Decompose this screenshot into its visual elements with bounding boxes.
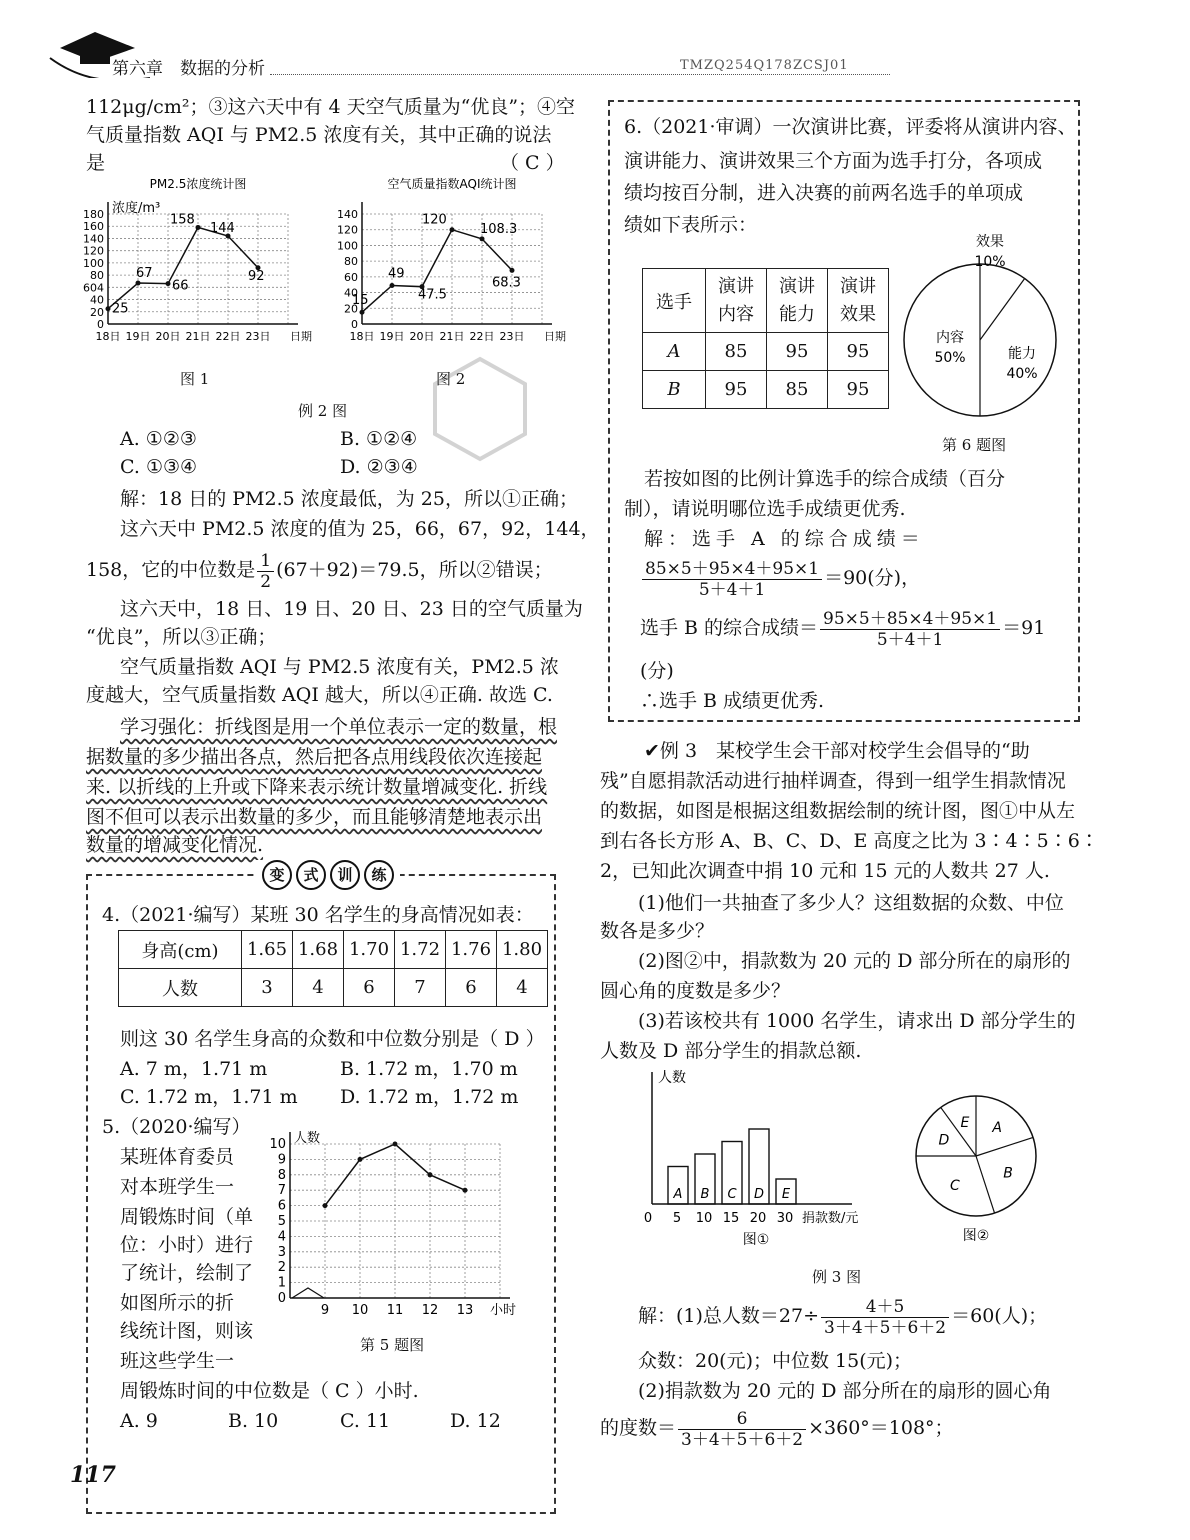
- ex3-solution: (2)捐款数为 20 元的 D 部分所在的扇形的圆心角: [638, 1380, 1052, 1402]
- x-tick-label: 21日: [439, 330, 465, 343]
- pm25-line-chart: [76, 176, 326, 386]
- q6-unit: (分): [640, 660, 674, 682]
- y-tick-label: 80: [90, 269, 104, 283]
- x-axis-label: 小时: [490, 1303, 517, 1318]
- table-cell: 6: [446, 969, 497, 1007]
- solution-line: 度越大，空气质量指数 AQI 越大，所以④正确. 故选 C.: [86, 684, 553, 706]
- x-tick-label: 22日: [469, 330, 495, 343]
- q5-caption: 第 5 题图: [360, 1336, 425, 1354]
- x-tick-label: 0: [643, 1211, 653, 1226]
- ex3-question: 数各是多少？: [600, 920, 715, 942]
- table-cell: 95: [828, 333, 889, 371]
- q5-option: C. 11: [340, 1410, 391, 1432]
- ex3-question: (1)他们一共抽查了多少人？这组数据的众数、中位: [638, 892, 1064, 914]
- ex3-question: (3)若该校共有 1000 名学生，请求出 D 部分学生的: [638, 1010, 1076, 1032]
- x-tick-label: 12: [421, 1303, 439, 1318]
- y-tick-label: 9: [277, 1152, 286, 1168]
- x-tick-label: 20: [749, 1211, 767, 1226]
- table-header: 身高(cm): [119, 931, 242, 969]
- x-tick-label: 18日: [349, 330, 375, 343]
- y-tick-label: 40: [90, 293, 104, 307]
- data-label: 47.5: [418, 287, 447, 303]
- x-axis-label: 日期: [544, 330, 566, 343]
- table-cell: 95: [706, 371, 767, 409]
- fraction: [642, 559, 822, 600]
- y-tick-label: 4: [277, 1229, 286, 1245]
- table-header: 演讲 能力: [767, 269, 828, 333]
- q6-solution: 解：选手 A 的综合成绩＝: [644, 528, 925, 550]
- axis-break: [292, 1288, 324, 1298]
- y-axis-label: 人数: [294, 1131, 321, 1146]
- ex3-line: 残”自愿捐款活动进行抽样调查，得到一组学生捐款情况: [600, 770, 1066, 792]
- data-point: [136, 281, 141, 286]
- fraction-numerator: 95×5＋85×4＋95×1: [820, 609, 1000, 630]
- x-tick-label: 10: [695, 1211, 713, 1226]
- solution-text: ×360°＝108°；: [808, 1417, 954, 1439]
- y-tick-label: 140: [337, 208, 358, 221]
- y-tick-label: 3: [277, 1244, 286, 1260]
- y-tick-label: 5: [277, 1214, 286, 1229]
- q6-line: 绩如下表所示：: [624, 214, 758, 236]
- x-tick-label: 20日: [409, 330, 435, 343]
- pie-value: 50%: [934, 350, 966, 366]
- data-point: [393, 1142, 398, 1147]
- chart-caption: 图②: [962, 1228, 990, 1244]
- pie-value: 10%: [974, 254, 1006, 270]
- table-header: 人数: [119, 969, 242, 1007]
- x-tick-label: 19日: [125, 330, 151, 343]
- data-label: 144: [210, 221, 235, 236]
- data-point: [360, 310, 365, 315]
- data-label: 108.3: [480, 221, 518, 237]
- y-axis-label: 浓度/m³: [112, 201, 161, 216]
- x-tick-label: 15: [722, 1211, 740, 1226]
- pie-label: C: [949, 1178, 960, 1195]
- fraction-numerator: 4＋5: [821, 1297, 949, 1318]
- bar-label: D: [753, 1187, 765, 1202]
- fraction-denominator: 3＋4＋5＋6＋2: [681, 1429, 804, 1450]
- pie-value: 40%: [1006, 366, 1038, 382]
- data-label: 67: [136, 266, 153, 282]
- table-cell: 1.65: [242, 931, 293, 969]
- solution-text: ＝60(人)；: [951, 1305, 1048, 1327]
- x-tick-label: 19日: [379, 330, 405, 343]
- y-tick-label: 7: [277, 1183, 286, 1199]
- q4-ask: 则这 30 名学生身高的众数和中位数分别是（ D ）: [120, 1028, 545, 1050]
- table-header: 演讲 效果: [828, 269, 889, 333]
- x-tick-label: 23日: [245, 330, 271, 343]
- x-tick-label: 22日: [215, 330, 241, 343]
- x-tick-label: 21日: [185, 330, 211, 343]
- ex3-line: ✔例 3 某校学生会干部对校学生会倡导的“助: [644, 740, 1030, 762]
- q5-option: B. 10: [228, 1410, 279, 1432]
- pie-slice: [976, 1156, 995, 1213]
- pie-slice: [980, 279, 1025, 340]
- option-b: B. ①②④: [340, 428, 418, 450]
- study-line: 数量的增减变化情况.: [86, 834, 264, 856]
- x-tick-label: 20日: [155, 330, 181, 343]
- q6-line: 绩均按百分制，进入决赛的前两名选手的单项成: [624, 182, 1024, 204]
- fraction-denominator: 5＋4＋1: [698, 579, 766, 600]
- y-tick-label: 8: [277, 1167, 286, 1183]
- x-tick-label: 5: [672, 1211, 682, 1226]
- x-tick-label: 11: [386, 1303, 404, 1318]
- q6-ask: 制），请说明哪位选手成绩更优秀.: [624, 498, 906, 520]
- solution-text: 158，它的中位数是: [86, 559, 256, 581]
- answer: （ C ）: [500, 152, 565, 174]
- q5-line: 班这些学生一: [120, 1350, 235, 1372]
- solution-text: (67＋92)＝79.5，所以②错误；: [276, 559, 553, 581]
- table-header: 演讲 内容: [706, 269, 767, 333]
- q6-formula-a: [640, 556, 920, 600]
- table-cell: 7: [395, 969, 446, 1007]
- y-tick-label: 604: [83, 281, 104, 295]
- pie-label: A: [992, 1119, 1002, 1136]
- height-table: [118, 930, 548, 1007]
- ex3-question: 人数及 D 部分学生的捐款总额.: [600, 1040, 862, 1062]
- pie-label: 效果: [976, 234, 1004, 250]
- page-number: 117: [70, 1462, 116, 1488]
- q4-option: A. 7 m，1.71 m: [120, 1058, 268, 1080]
- q4-option: C. 1.72 m，1.71 m: [120, 1086, 298, 1108]
- q5-line: 如图所示的折: [120, 1292, 235, 1314]
- data-point: [463, 1188, 468, 1193]
- q5-option: A. 9: [120, 1410, 158, 1432]
- y-tick-label: 120: [83, 244, 104, 258]
- study-line: 据数量的多少描出各点，然后把各点用线段依次连接起: [86, 746, 543, 768]
- table-cell: 4: [293, 969, 344, 1007]
- figure-caption: 例 2 图: [298, 402, 348, 420]
- q6-caption: 第 6 题图: [942, 436, 1007, 454]
- exercise-banner: [256, 860, 400, 890]
- y-tick-label: 100: [337, 239, 358, 253]
- formula-result: ＝90(分)，: [824, 567, 921, 589]
- bar-label: A: [673, 1187, 683, 1202]
- pie-label: D: [938, 1132, 950, 1149]
- ex3-question: (2)图②中，捐款数为 20 元的 D 部分所在的扇形的: [638, 950, 1071, 972]
- data-point: [196, 225, 201, 230]
- fraction: [678, 1409, 806, 1450]
- watermark-stamp: [430, 354, 530, 464]
- bar-label: E: [781, 1187, 791, 1202]
- banner-char: 练: [364, 860, 394, 890]
- x-axis-label: 日期: [290, 330, 312, 343]
- table-cell: 85: [706, 333, 767, 371]
- option-c: C. ①③④: [120, 456, 198, 478]
- donation-pie-chart: [906, 1090, 1046, 1250]
- chart1-caption: 图 1: [180, 370, 210, 388]
- option-a: A. ①②③: [120, 428, 197, 450]
- table-cell: 1.68: [293, 931, 344, 969]
- y-axis-label: 人数: [658, 1070, 686, 1086]
- chapter-title: 第六章 数据的分析: [112, 59, 265, 79]
- q5-line: 5.（2020·编写）: [102, 1116, 251, 1138]
- header-rule: [270, 74, 890, 75]
- data-point: [450, 227, 455, 232]
- y-tick-label: 80: [344, 255, 358, 269]
- table-cell: 1.76: [446, 931, 497, 969]
- q6-line: 6.（2021·审调）一次演讲比赛，评委将从演讲内容、: [624, 116, 1077, 138]
- table-cell: 1.70: [344, 931, 395, 969]
- data-point: [390, 283, 395, 288]
- y-tick-label: 20: [90, 305, 104, 319]
- solution-line: “优良”，所以③正确；: [86, 626, 277, 648]
- q5-line: 某班体育委员: [120, 1146, 235, 1168]
- data-point: [358, 1157, 363, 1162]
- fraction-numerator: 85×5＋95×4＋95×1: [642, 559, 822, 580]
- q4-option: B. 1.72 m，1.70 m: [340, 1058, 518, 1080]
- q5-line: 周锻炼时间（单: [120, 1206, 254, 1228]
- ex3-question: 圆心角的度数是多少？: [600, 980, 791, 1002]
- y-tick-label: 40: [344, 286, 358, 300]
- bar-label: B: [700, 1187, 710, 1202]
- x-axis-label: 捐款数/元: [802, 1211, 859, 1226]
- x-tick-label: 30: [776, 1211, 794, 1226]
- data-label: 49: [388, 266, 405, 282]
- y-tick-label: 0: [277, 1291, 286, 1306]
- table-cell: B: [643, 371, 706, 409]
- data-label: 15: [352, 293, 369, 309]
- solution-line: [86, 548, 553, 592]
- pie-label: 能力: [1008, 346, 1036, 362]
- table-cell: 85: [767, 371, 828, 409]
- q6-formula-b: [640, 606, 1045, 650]
- fraction-denominator: 2: [260, 571, 272, 592]
- data-label: 25: [112, 301, 129, 317]
- q5-line: 周锻炼时间的中位数是（ C ）小时.: [120, 1380, 419, 1402]
- series-line: [108, 227, 258, 308]
- y-tick-label: 6: [277, 1198, 286, 1214]
- x-tick-label: 18日: [95, 330, 121, 343]
- data-label: 92: [248, 268, 265, 284]
- score-table: [642, 268, 889, 409]
- x-tick-label: 10: [351, 1303, 369, 1318]
- table-header: 选手: [643, 269, 706, 333]
- table-cell: 1.80: [497, 931, 548, 969]
- text-line: 是: [86, 152, 106, 174]
- ex3-solution: [638, 1294, 1047, 1338]
- solution-line: 这六天中 PM2.5 浓度的值为 25，66，67，92，144，: [120, 518, 600, 540]
- data-point: [323, 1203, 328, 1208]
- fraction-denominator: 5＋4＋1: [876, 629, 944, 650]
- y-tick-label: 140: [83, 232, 104, 246]
- x-tick-label: 9: [320, 1303, 330, 1318]
- data-point: [480, 236, 485, 241]
- data-point: [428, 1172, 433, 1177]
- y-tick-label: 180: [83, 208, 104, 221]
- study-line: 来. 以折线的上升或下降来表示统计数量增减变化. 折线: [86, 776, 548, 798]
- fraction: [821, 1297, 949, 1338]
- data-point: [510, 268, 515, 273]
- text-line: 112μg/cm²；③这六天中有 4 天空气质量为“优良”；④空: [86, 96, 576, 118]
- data-label: 68.3: [492, 275, 521, 291]
- x-tick-label: 13: [456, 1303, 474, 1318]
- y-tick-label: 120: [337, 223, 358, 237]
- data-label: 120: [422, 212, 447, 228]
- chart2-caption: 图 2: [436, 370, 466, 388]
- ex3-line: 2，已知此次调查中捐 10 元和 15 元的人数共 27 人.: [600, 860, 1050, 882]
- pie-label: E: [960, 1114, 970, 1131]
- pie-label: B: [1003, 1165, 1013, 1182]
- formula-result: ＝91: [1002, 617, 1046, 639]
- y-tick-label: 60: [344, 270, 358, 284]
- study-line: 图不但可以表示出数量的多少，而且能够清楚地表示出: [86, 806, 543, 828]
- fraction-numerator: 1: [257, 551, 274, 572]
- bar-label: C: [727, 1187, 737, 1202]
- table-cell: 1.72: [395, 931, 446, 969]
- table-cell: 95: [767, 333, 828, 371]
- y-tick-label: 0: [351, 318, 358, 331]
- solution-line: 空气质量指数 AQI 与 PM2.5 浓度有关，PM2.5 浓: [120, 656, 559, 678]
- y-tick-label: 160: [83, 220, 104, 234]
- pie-label: 内容: [936, 330, 964, 346]
- fraction-numerator: 6: [678, 1409, 806, 1430]
- fraction-half: [257, 551, 274, 592]
- q6-conclusion: ∴选手 B 成绩更优秀.: [640, 690, 825, 712]
- formula-label: 选手 B 的综合成绩＝: [640, 617, 819, 639]
- ex3-line: 的数据，如图是根据这组数据绘制的统计图，图①中从左: [600, 800, 1076, 822]
- ex3-solution: 众数：20(元)；中位数 15(元)；: [638, 1350, 913, 1372]
- data-label: 158: [170, 212, 195, 228]
- solution-line: 这六天中，18 日、19 日、20 日、23 日的空气质量为: [120, 598, 583, 620]
- score-weight-pie-chart: [894, 226, 1064, 426]
- table-cell: 4: [497, 969, 548, 1007]
- solution-line: 解：18 日的 PM2.5 浓度最低，为 25，所以①正确；: [120, 488, 578, 510]
- banner-char: 式: [296, 860, 326, 890]
- donation-bar-chart: [630, 1062, 890, 1252]
- ex3-line: 到右各长方形 A、B、C、D、E 高度之比为 3∶4∶5∶6∶: [600, 830, 1099, 852]
- data-point: [106, 306, 111, 311]
- y-tick-label: 20: [344, 302, 358, 316]
- option-d: D. ②③④: [340, 456, 418, 478]
- chart-title: PM2.5浓度统计图: [149, 177, 247, 191]
- y-tick-label: 2: [277, 1260, 286, 1276]
- table-cell: 3: [242, 969, 293, 1007]
- q6-line: 演讲能力、演讲效果三个方面为选手打分，各项成: [624, 150, 1043, 172]
- q5-line: 对本班学生一: [120, 1176, 235, 1198]
- exercise-time-line-chart: [268, 1112, 544, 1324]
- y-tick-label: 10: [269, 1137, 286, 1152]
- q5-line: 了统计，绘制了: [120, 1262, 254, 1284]
- solution-text: 解：(1)总人数＝27÷: [638, 1305, 820, 1327]
- q5-line: 线统计图，则该: [120, 1320, 254, 1342]
- ex3-caption: 例 3 图: [812, 1268, 862, 1286]
- solution-text: 的度数＝: [600, 1417, 677, 1439]
- q5-option: D. 12: [450, 1410, 501, 1432]
- table-cell: 95: [828, 371, 889, 409]
- banner-char: 变: [262, 860, 292, 890]
- data-point: [166, 281, 171, 286]
- book-code: TMZQ254Q178ZCSJ01: [680, 58, 849, 73]
- q5-line: 位：小时）进行: [120, 1234, 254, 1256]
- y-tick-label: 100: [83, 256, 104, 270]
- study-line: 学习强化：折线图是用一个单位表示一定的数量，根: [120, 716, 558, 738]
- pie-slice: [976, 1137, 1033, 1156]
- fraction: [820, 609, 1000, 650]
- q6-ask: 若按如图的比例计算选手的综合成绩（百分: [644, 468, 1006, 490]
- fraction-denominator: 3＋4＋5＋6＋2: [824, 1317, 947, 1338]
- x-tick-label: 23日: [499, 330, 525, 343]
- data-label: 66: [172, 278, 189, 294]
- ex3-solution: [600, 1406, 954, 1450]
- q4-option: D. 1.72 m，1.72 m: [340, 1086, 519, 1108]
- q4-stem: 4.（2021·编写）某班 30 名学生的身高情况如表：: [102, 904, 534, 926]
- chart-title: 空气质量指数AQI统计图: [387, 177, 517, 191]
- chart-caption: 图①: [742, 1232, 770, 1248]
- text-line: 气质量指数 AQI 与 PM2.5 浓度有关，其中正确的说法: [86, 124, 552, 146]
- table-cell: 6: [344, 969, 395, 1007]
- banner-char: 训: [330, 860, 360, 890]
- table-cell: A: [643, 333, 706, 371]
- y-tick-label: 1: [277, 1275, 286, 1291]
- header-bar: [40, 18, 1150, 80]
- y-tick-label: 0: [97, 318, 104, 331]
